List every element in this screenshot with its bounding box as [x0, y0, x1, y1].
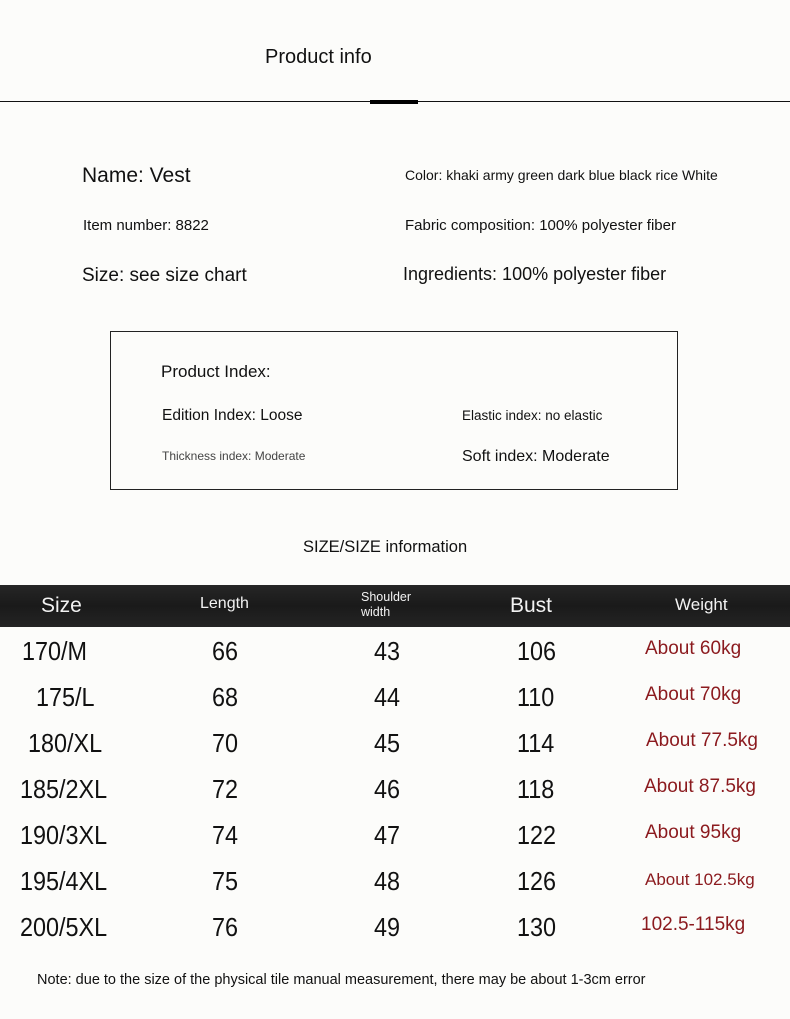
- cell-bust: 114: [517, 728, 555, 758]
- table-row: [0, 674, 790, 720]
- cell-size: 175/L: [36, 682, 95, 712]
- cell-weight: About 77.5kg: [646, 730, 758, 751]
- column-header-shoulder-line2: width: [361, 605, 391, 619]
- cell-shoulder: 46: [374, 774, 401, 804]
- cell-size: 185/2XL: [20, 774, 108, 804]
- cell-length: 68: [212, 682, 239, 712]
- cell-shoulder: 44: [374, 682, 401, 712]
- ingredients-info: Ingredients: 100% polyester fiber: [403, 264, 667, 284]
- cell-length: 66: [212, 636, 239, 666]
- size-section-title: SIZE/SIZE information: [303, 538, 468, 556]
- measurement-note: Note: due to the size of the physical tile manual measurement, there may be about 1-3cm error: [37, 972, 646, 988]
- soft-index: Soft index: Moderate: [462, 448, 610, 465]
- cell-length: 76: [212, 912, 239, 942]
- product-name: Name: Vest: [82, 164, 191, 187]
- edition-index: Edition Index: Loose: [162, 407, 303, 424]
- table-row: [0, 904, 790, 950]
- cell-bust: 118: [517, 774, 555, 804]
- cell-bust: 126: [517, 866, 557, 896]
- cell-size: 170/M: [22, 636, 88, 666]
- column-header-size: Size: [41, 594, 82, 617]
- column-header-shoulder-line1: Shoulder: [361, 590, 412, 604]
- cell-bust: 106: [517, 636, 557, 666]
- product-index-title: Product Index:: [161, 362, 271, 381]
- cell-weight: About 87.5kg: [644, 776, 756, 797]
- cell-size: 195/4XL: [20, 866, 108, 896]
- cell-shoulder: 48: [374, 866, 401, 896]
- size-info: Size: see size chart: [82, 265, 247, 286]
- cell-weight: About 70kg: [645, 684, 742, 705]
- cell-length: 70: [212, 728, 239, 758]
- table-row: [0, 720, 790, 766]
- cell-bust: 122: [517, 820, 557, 850]
- size-table-body: [0, 628, 790, 950]
- cell-shoulder: 45: [374, 728, 401, 758]
- cell-bust: 130: [517, 912, 557, 942]
- item-number: Item number: 8822: [83, 217, 209, 234]
- cell-weight: About 95kg: [645, 822, 742, 843]
- cell-weight: 102.5-115kg: [641, 914, 746, 935]
- cell-size: 190/3XL: [20, 820, 108, 850]
- elastic-index: Elastic index: no elastic: [462, 408, 603, 423]
- divider-accent: [370, 100, 418, 104]
- product-index-box: [110, 331, 678, 490]
- cell-length: 72: [212, 774, 239, 804]
- color-info: Color: khaki army green dark blue black rice White: [405, 167, 718, 183]
- column-header-bust: Bust: [510, 594, 553, 617]
- cell-length: 74: [212, 820, 239, 850]
- cell-size: 180/XL: [28, 728, 103, 758]
- cell-bust: 110: [517, 682, 555, 712]
- column-header-shoulder: [361, 590, 411, 620]
- cell-length: 75: [212, 866, 239, 896]
- page-title: Product info: [265, 46, 372, 68]
- size-table-header: [0, 585, 790, 627]
- thickness-index: Thickness index: Moderate: [162, 449, 306, 463]
- cell-size: 200/5XL: [20, 912, 108, 942]
- cell-weight: About 60kg: [645, 638, 742, 659]
- table-row: [0, 766, 790, 812]
- column-header-weight: Weight: [675, 595, 728, 614]
- cell-shoulder: 47: [374, 820, 401, 850]
- cell-weight: About 102.5kg: [645, 870, 755, 889]
- cell-shoulder: 43: [374, 636, 401, 666]
- table-row: [0, 858, 790, 904]
- table-row: [0, 628, 790, 674]
- cell-shoulder: 49: [374, 912, 401, 942]
- fabric-info: Fabric composition: 100% polyester fiber: [405, 217, 676, 234]
- table-row: [0, 812, 790, 858]
- column-header-length: Length: [200, 595, 249, 612]
